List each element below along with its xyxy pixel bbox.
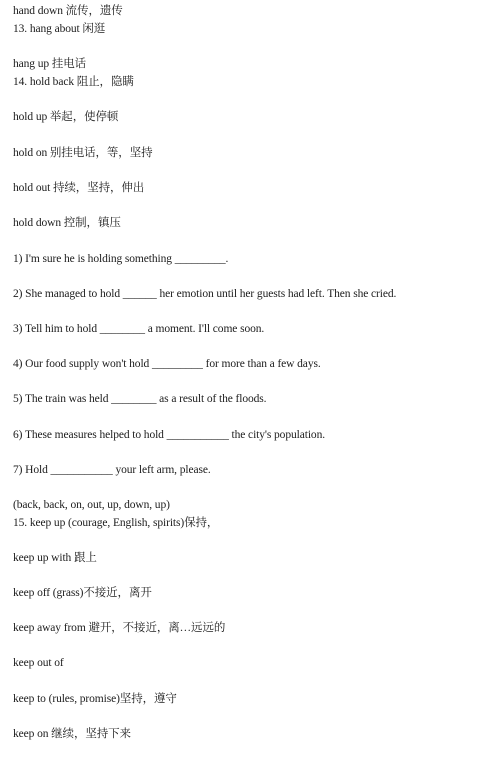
text-line: keep to (rules, promise)坚持，遵守 <box>13 693 177 705</box>
text-line: hold out 持续，坚持，伸出 <box>13 182 145 194</box>
text-line: 13. hang about 闲逛 <box>13 23 106 35</box>
text-line: hold on 别挂电话，等，坚持 <box>13 147 153 159</box>
answer-key: (back, back, on, out, up, down, up) <box>13 499 170 511</box>
text-line: keep away from 避开，不接近，离…远远的 <box>13 622 226 634</box>
text-line: hold down 控制，镇压 <box>13 217 121 229</box>
exercise-item: 1) I'm sure he is holding something _________. <box>13 253 229 265</box>
text-line: keep off (grass)不接近，离开 <box>13 587 152 599</box>
exercise-item: 7) Hold ___________ your left arm, please. <box>13 464 211 476</box>
text-line: hand down 流传，遗传 <box>13 5 123 17</box>
exercise-item: 5) The train was held ________ as a result of the floods. <box>13 393 267 405</box>
text-line: keep up with 跟上 <box>13 552 97 564</box>
exercise-item: 4) Our food supply won't hold _________ for more than a few days. <box>13 358 321 370</box>
exercise-item: 3) Tell him to hold ________ a moment. I'll come soon. <box>13 323 265 335</box>
text-line: keep out of <box>13 657 64 669</box>
exercise-item: 6) These measures helped to hold ___________ the city's population. <box>13 429 325 441</box>
exercise-item: 2) She managed to hold ______ her emotion until her guests had left. Then she cried. <box>13 288 397 300</box>
text-line: hang up 挂电话 <box>13 58 87 70</box>
text-line: 14. hold back 阻止，隐瞒 <box>13 76 134 88</box>
text-line: 15. keep up (courage, English, spirits)保持， <box>13 517 219 529</box>
text-line: hold up 举起，使停顿 <box>13 111 119 123</box>
text-line: keep on 继续，坚持下来 <box>13 728 131 740</box>
